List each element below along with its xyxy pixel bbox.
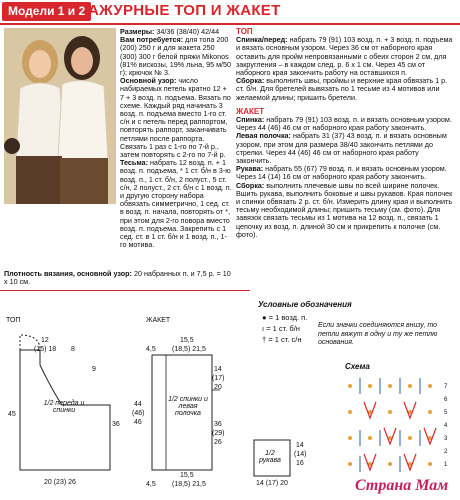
- instructions-column: [236, 28, 456, 239]
- svg-text:4: 4: [444, 423, 448, 429]
- jacket-left-text: набрать 31 (37) 43 возд. п. и вязать основным узором, при этом для размера 38/40 закончить петлями до стрелки. Через 44 (46) 46 см от наборного края работу закончить.: [236, 131, 447, 166]
- top-height-9: 9: [92, 366, 96, 373]
- top-height-36: 36: [112, 421, 120, 428]
- jacket-h14b: (17): [212, 375, 225, 382]
- jacket-h36b: (29): [212, 430, 225, 437]
- jacket-h36c: 26: [214, 439, 222, 446]
- sc-symbol-icon: ı: [262, 324, 265, 333]
- top-width-1: 12: [41, 337, 49, 344]
- jacket-label: ЖАКЕТ: [146, 317, 171, 324]
- svg-text:6: 6: [444, 397, 448, 403]
- chain-symbol-icon: ●: [262, 313, 267, 322]
- sleeve-h16: 16: [296, 460, 304, 467]
- schema-title: Схема: [345, 362, 370, 371]
- assembly-text: выполнить швы, проймы и верхние края обвязать 1 р. ст. б/н. Для бретелей вывязать по 1 тесьме из 4 мотивов или желаемой длины; пришить бретели.: [236, 76, 448, 102]
- svg-text:1: 1: [444, 462, 448, 468]
- dc-symbol-icon: †: [262, 335, 267, 344]
- jacket-h14c: 20: [214, 384, 222, 391]
- page-title: АЖУРНЫЕ ТОП И ЖАКЕТ: [88, 2, 281, 19]
- jacket-bottom-width-2: (18,5) 21,5: [172, 481, 206, 488]
- legend-title: Условные обозначения: [258, 300, 352, 309]
- svg-text:7: 7: [444, 384, 448, 390]
- sleeve-label: Рукава:: [236, 164, 264, 174]
- sleeve-width: 14 (17) 20: [256, 480, 288, 487]
- legend-sc: = 1 ст. б/н: [266, 324, 300, 333]
- photo-illustration: [4, 28, 116, 204]
- density-text: 20 набранных п. и 7,5 р. = 10 х 10 см.: [4, 269, 231, 287]
- materials-label: Вам потребуется:: [120, 35, 184, 45]
- jacket-h44c: 46: [134, 419, 142, 426]
- back-label: Спинка/перед:: [236, 35, 288, 45]
- tape-label: Тесьма:: [120, 158, 148, 168]
- top-label: ТОП: [6, 317, 21, 324]
- materials-text: для топа 200 (200) 250 г и для жакета 250 (300) 300 г белой пряжи Mikonos (81% вискозы, 19% льна, 95 м/50 г); крючок № 3.: [120, 35, 232, 78]
- legend-dc-row: [262, 334, 307, 345]
- jacket-assembly-label: Сборка:: [236, 180, 265, 190]
- jacket-left-width: 4,5: [146, 346, 156, 353]
- legend-list: [262, 312, 307, 345]
- sleeve-h14b: (14): [294, 451, 307, 458]
- pattern-text: число набираемых петель кратно 12 + 7 + 3 возд. п. подъема. Вязать по схеме. Каждый ряд начинать 3 возд. п. подъема вместо 1-го ст. с/н и с петель перед раппортом, повторять раппорт, заканчивать петлями после раппорта. Связать 1 раз с 1-го по 7-й р., затем повторять с 2-го по 7-й р.: [120, 76, 231, 160]
- jacket-bottom-width: 15,5: [180, 472, 194, 479]
- svg-text:2: 2: [444, 449, 448, 455]
- top-piece-label: 1/2 переда и спинки: [43, 400, 85, 414]
- density-block: [4, 270, 232, 286]
- top-bottom-width: 20 (23) 26: [44, 479, 76, 486]
- jacket-h14: 14: [214, 366, 222, 373]
- legend-sc-row: [262, 323, 307, 334]
- top-height-45: 45: [8, 411, 16, 418]
- jacket-h44b: (46): [132, 410, 145, 417]
- jacket-top-width-2: (18,5) 21,5: [172, 346, 206, 353]
- section-top-heading: ТОП: [236, 27, 253, 36]
- chart-row-numbers: [444, 384, 448, 468]
- materials-block: [120, 28, 232, 249]
- sleeve-h14: 14: [296, 442, 304, 449]
- legend-dc: = 1 ст. с/н: [268, 335, 302, 344]
- sizes-label: Размеры:: [120, 27, 155, 36]
- jacket-top-width: 15,5: [180, 337, 194, 344]
- back-text: набрать 79 (91) 103 возд. п. + 3 возд. п. подъема и вязать основным узором. Через 36 см от наборного края оставить для пройм непровязанными с обеих сторон 2 см, для закругления – в каждом след. р. 6 х 1 см. Через 45 см от наборного края закончить работу на оставшихся п.: [236, 35, 453, 78]
- jacket-back-label: Спинка:: [236, 115, 265, 125]
- jacket-h36: 36: [214, 421, 222, 428]
- watermark: Страна Мам: [355, 477, 449, 494]
- sleeve-text: набрать 55 (67) 79 возд. п. и вязать основным узором. Через 14 (14) 16 см от наборного края работу закончить.: [236, 164, 447, 182]
- jacket-piece-label: 1/2 спинки и левая полочка: [168, 396, 208, 417]
- legend-note: Если значки соединяются внизу, то петли вяжут в одну и ту же петлю основания.: [318, 322, 438, 346]
- top-width-2: (15) 18: [34, 346, 57, 353]
- svg-text:5: 5: [444, 410, 448, 416]
- model-badge: Модели 1 и 2: [2, 2, 91, 21]
- assembly-label: Сборка:: [236, 76, 265, 86]
- section-jacket-heading: ЖАКЕТ: [236, 106, 265, 116]
- top-pattern-diagram: [0, 295, 130, 500]
- svg-text:3: 3: [444, 436, 448, 442]
- header-rule: [0, 23, 460, 25]
- density-label: Плотность вязания, основной узор:: [4, 269, 132, 278]
- top-width-3: 8: [71, 346, 75, 353]
- pattern-label: Основной узор:: [120, 76, 177, 86]
- diagram-separator: [0, 290, 250, 291]
- chart-symbols: [348, 378, 436, 472]
- tape-text: набрать 12 возд. п. + 1 возд. п. подъема, * 1 ст. б/н в 3-ю возд. п., 1 ст. б/н, 2 полуст., 5 ст. с/н, 2 полуст., 2 ст. б/н с 1 возд. п. и другую сторону набора обвязать симметрично, 1 сед. ст. в возд. п. начала, повторять от *, при этом для 2-го повора вместо возд. п. подъема. Закрепить с 1 сед. ст. в 1 ст. б/н и 1 возд. п., 1-го мотива.: [120, 158, 232, 250]
- legend-chain-row: [262, 312, 307, 323]
- jacket-h44: 44: [134, 401, 142, 408]
- crochet-chart: [340, 372, 458, 492]
- legend-chain: = 1 возд. п.: [268, 313, 308, 322]
- jacket-back-text: набрать 79 (91) 103 возд. п. и вязать основным узором. Через 44 (46) 46 см от наборного края работу закончить.: [236, 115, 452, 133]
- sleeve-piece-label: 1/2 рукава: [259, 450, 281, 464]
- sizes-text: 34/36 (38/40) 42/44: [154, 27, 220, 36]
- model-photo: [4, 28, 116, 204]
- jacket-left-label: Левая полочка:: [236, 131, 291, 141]
- jacket-assembly-text: выполнить плечевые швы по всей ширине полочек. Вшить рукава, выполнить боковые и швы рукавов. Края полочек и спинки обвязать 2 р. ст. б/н. Измерить длину края и выполнить тесьму необходимой длины; пришить тесьму (см. фото). Для завязок связать тесьмы из 1 мотива на 12 возд. п., связать 1 цепочку из возд. п. длиной 30 см и прикрепить к полочке (см. фото).: [236, 180, 453, 239]
- jacket-bottom-left: 4,5: [146, 481, 156, 488]
